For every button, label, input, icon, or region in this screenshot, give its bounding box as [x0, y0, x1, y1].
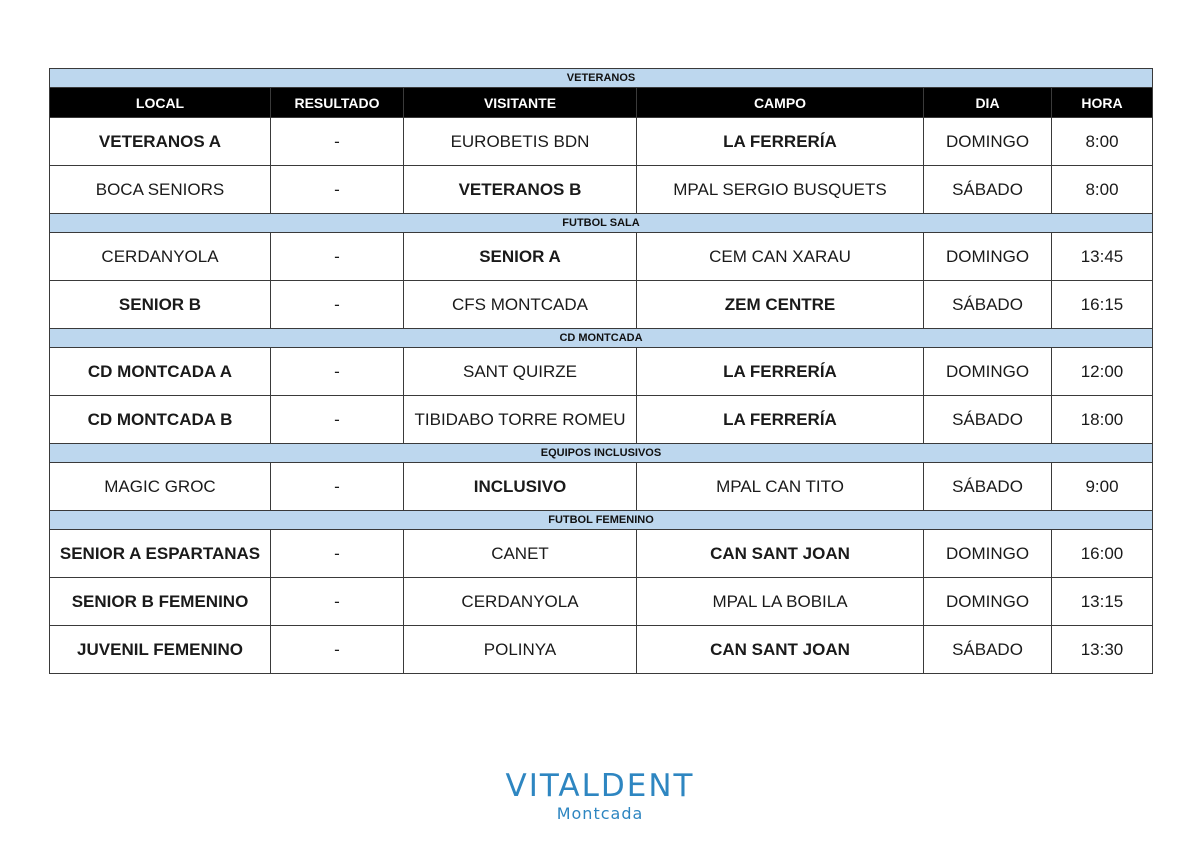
cell-hora: 13:15	[1052, 578, 1153, 626]
section-header	[50, 214, 1153, 233]
cell-dia: SÁBADO	[924, 166, 1052, 214]
cell-resultado: -	[271, 166, 404, 214]
column-header-visitante: VISITANTE	[404, 88, 637, 118]
cell-hora: 16:15	[1052, 281, 1153, 329]
cell-local: VETERANOS A	[50, 118, 271, 166]
cell-resultado: -	[271, 281, 404, 329]
cell-campo: CAN SANT JOAN	[637, 626, 924, 674]
cell-dia: SÁBADO	[924, 626, 1052, 674]
cell-resultado: -	[271, 530, 404, 578]
cell-dia: SÁBADO	[924, 463, 1052, 511]
brand-subtitle: Montcada	[556, 804, 644, 823]
cell-dia: SÁBADO	[924, 396, 1052, 444]
brand-logo	[0, 768, 1200, 824]
cell-visitante: EUROBETIS BDN	[404, 118, 637, 166]
cell-visitante: CERDANYOLA	[404, 578, 637, 626]
match-row	[50, 281, 1153, 329]
cell-local: SENIOR B	[50, 281, 271, 329]
cell-resultado: -	[271, 578, 404, 626]
section-title: FUTBOL FEMENINO	[50, 511, 1153, 530]
column-header-dia: DIA	[924, 88, 1052, 118]
cell-campo: LA FERRERÍA	[637, 118, 924, 166]
section-header	[50, 511, 1153, 530]
cell-hora: 16:00	[1052, 530, 1153, 578]
cell-hora: 8:00	[1052, 166, 1153, 214]
cell-visitante: INCLUSIVO	[404, 463, 637, 511]
cell-local: CD MONTCADA A	[50, 348, 271, 396]
section-title: EQUIPOS INCLUSIVOS	[50, 444, 1153, 463]
cell-hora: 18:00	[1052, 396, 1153, 444]
match-row	[50, 463, 1153, 511]
match-row	[50, 348, 1153, 396]
cell-hora: 8:00	[1052, 118, 1153, 166]
cell-hora: 13:45	[1052, 233, 1153, 281]
cell-dia: DOMINGO	[924, 530, 1052, 578]
match-row	[50, 530, 1153, 578]
cell-campo: CEM CAN XARAU	[637, 233, 924, 281]
cell-visitante: SENIOR A	[404, 233, 637, 281]
column-header-campo: CAMPO	[637, 88, 924, 118]
section-title: FUTBOL SALA	[50, 214, 1153, 233]
cell-hora: 12:00	[1052, 348, 1153, 396]
cell-hora: 9:00	[1052, 463, 1153, 511]
cell-resultado: -	[271, 626, 404, 674]
cell-local: MAGIC GROC	[50, 463, 271, 511]
cell-resultado: -	[271, 348, 404, 396]
cell-resultado: -	[271, 233, 404, 281]
match-row	[50, 118, 1153, 166]
column-header-hora: HORA	[1052, 88, 1153, 118]
cell-resultado: -	[271, 396, 404, 444]
section-header	[50, 329, 1153, 348]
cell-visitante: POLINYA	[404, 626, 637, 674]
cell-resultado: -	[271, 118, 404, 166]
cell-visitante: CANET	[404, 530, 637, 578]
cell-campo: MPAL LA BOBILA	[637, 578, 924, 626]
cell-visitante: TIBIDABO TORRE ROMEU	[404, 396, 637, 444]
cell-local: SENIOR A ESPARTANAS	[50, 530, 271, 578]
cell-dia: DOMINGO	[924, 348, 1052, 396]
cell-resultado: -	[271, 463, 404, 511]
section-title: VETERANOS	[50, 69, 1153, 88]
column-header-local: LOCAL	[50, 88, 271, 118]
brand-name: VITALDENT	[505, 768, 695, 804]
cell-local: CERDANYOLA	[50, 233, 271, 281]
match-row	[50, 396, 1153, 444]
section-header	[50, 69, 1153, 88]
section-title: CD MONTCADA	[50, 329, 1153, 348]
cell-local: SENIOR B FEMENINO	[50, 578, 271, 626]
cell-local: BOCA SENIORS	[50, 166, 271, 214]
cell-campo: MPAL SERGIO BUSQUETS	[637, 166, 924, 214]
cell-dia: DOMINGO	[924, 118, 1052, 166]
cell-dia: DOMINGO	[924, 233, 1052, 281]
cell-campo: LA FERRERÍA	[637, 348, 924, 396]
cell-campo: LA FERRERÍA	[637, 396, 924, 444]
cell-dia: SÁBADO	[924, 281, 1052, 329]
cell-campo: MPAL CAN TITO	[637, 463, 924, 511]
cell-dia: DOMINGO	[924, 578, 1052, 626]
match-row	[50, 578, 1153, 626]
cell-visitante: CFS MONTCADA	[404, 281, 637, 329]
match-row	[50, 626, 1153, 674]
cell-local: JUVENIL FEMENINO	[50, 626, 271, 674]
column-header-row	[50, 88, 1153, 118]
match-row	[50, 166, 1153, 214]
match-schedule-table	[49, 68, 1153, 674]
match-row	[50, 233, 1153, 281]
schedule-body	[50, 69, 1153, 674]
cell-local: CD MONTCADA B	[50, 396, 271, 444]
cell-visitante: VETERANOS B	[404, 166, 637, 214]
cell-hora: 13:30	[1052, 626, 1153, 674]
cell-visitante: SANT QUIRZE	[404, 348, 637, 396]
column-header-resultado: RESULTADO	[271, 88, 404, 118]
section-header	[50, 444, 1153, 463]
cell-campo: CAN SANT JOAN	[637, 530, 924, 578]
cell-campo: ZEM CENTRE	[637, 281, 924, 329]
